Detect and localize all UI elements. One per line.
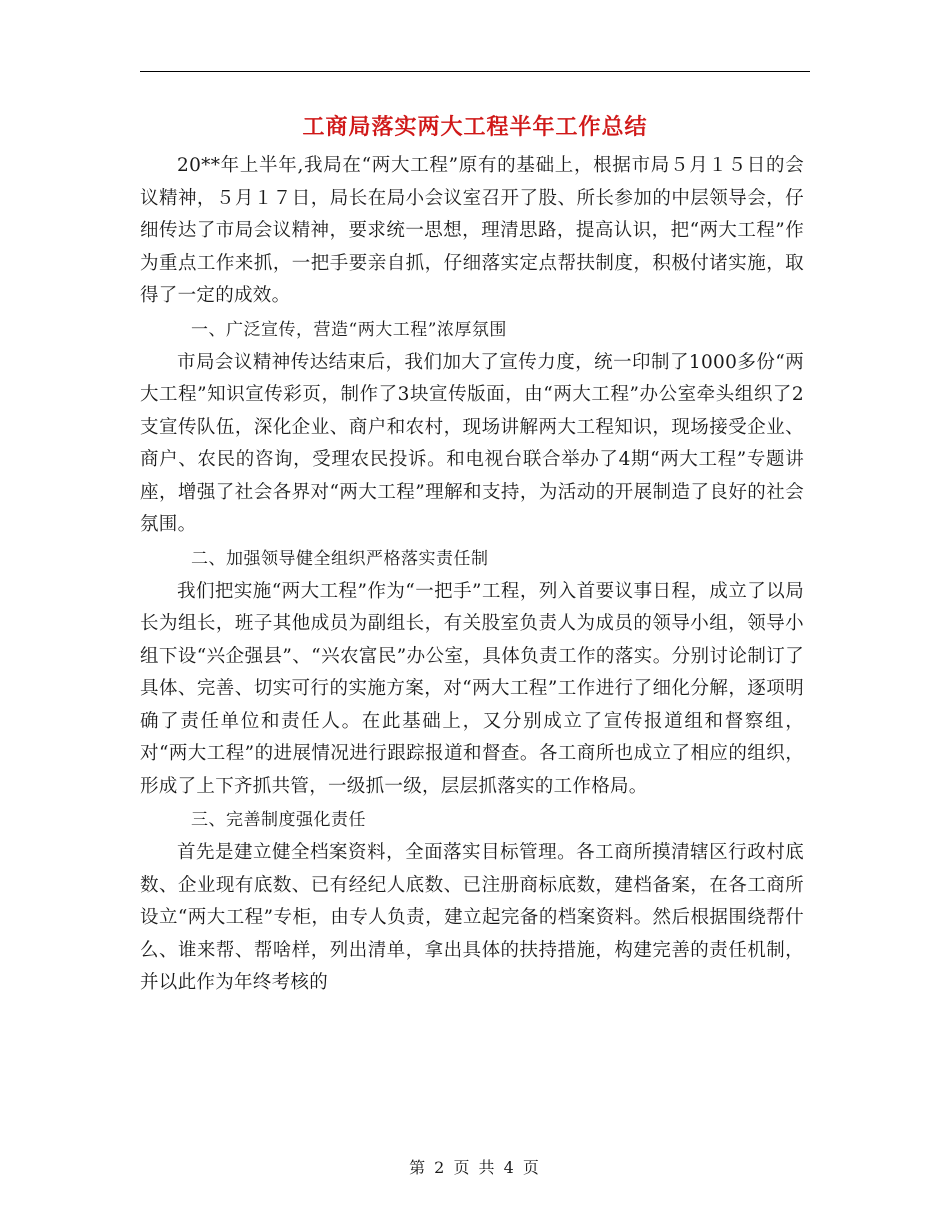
document-title: 工商局落实两大工程半年工作总结 bbox=[302, 115, 648, 140]
intro-paragraph: 20**年上半年,我局在“两大工程”原有的基础上，根据市局５月１５日的会议精神，５月１７日，局长在局小会议室召开了股、所长参加的中层领导会，仔细传达了市局会议精神，要求统一思想，理清思路，提高认识，把“两大工程”作为重点工作来抓，一把手要亲自抓，仔细落实定点帮扶制度，积极付诸实施，取得了一定的成效。 bbox=[140, 155, 804, 306]
section-heading-1: 一、广泛宣传，营造“两大工程”浓厚氛围 bbox=[191, 319, 507, 340]
section-2-paragraph: 我们把实施“两大工程”作为“一把手”工程，列入首要议事日程，成立了以局长为组长，班子其他成员为副组长，有关股室负责人为成员的领导小组，领导小组下设“兴企强县”、“兴农富民”办公室，具体负责工作的落实。分别讨论制订了具体、完善、切实可行的实施方案，对“两大工程”工作进行了细化分解，逐项明确了责任单位和责任人。在此基础上，又分别成立了宣传报道组和督察组，对“两大工程”的进展情况进行跟踪报道和督查。各工商所也成立了相应的组织，形成了上下齐抓共管，一级抓一级，层层抓落实的工作格局。 bbox=[140, 580, 804, 797]
page-footer: 第 2 页 共 4 页 bbox=[409, 1158, 541, 1177]
section-heading-3: 三、完善制度强化责任 bbox=[191, 810, 366, 830]
section-3-paragraph: 首先是建立健全档案资料，全面落实目标管理。各工商所摸清辖区行政村底数、企业现有底数、已有经纪人底数、已注册商标底数，建档备案，在各工商所设立“两大工程”专柜，由专人负责，建立起完备的档案资料。然后根据围绕帮什么、谁来帮、帮啥样，列出清单，拿出具体的扶持措施，构建完善的责任机制，并以此作为年终考核的 bbox=[140, 842, 804, 993]
section-heading-2: 二、加强领导健全组织严格落实责任制 bbox=[191, 548, 489, 569]
document-body bbox=[140, 150, 804, 1000]
header-rule bbox=[140, 71, 810, 72]
section-1-paragraph: 市局会议精神传达结束后，我们加大了宣传力度，统一印制了1000多份“两大工程”知识宣传彩页，制作了3块宣传版面，由“两大工程”办公室牵头组织了2支宣传队伍，深化企业、商户和农村，现场讲解两大工程知识，现场接受企业、商户、农民的咨询，受理农民投诉。和电视台联合举办了4期“两大工程”专题讲座，增强了社会各界对“两大工程”理解和支持，为活动的开展制造了良好的社会氛围。 bbox=[140, 351, 804, 535]
